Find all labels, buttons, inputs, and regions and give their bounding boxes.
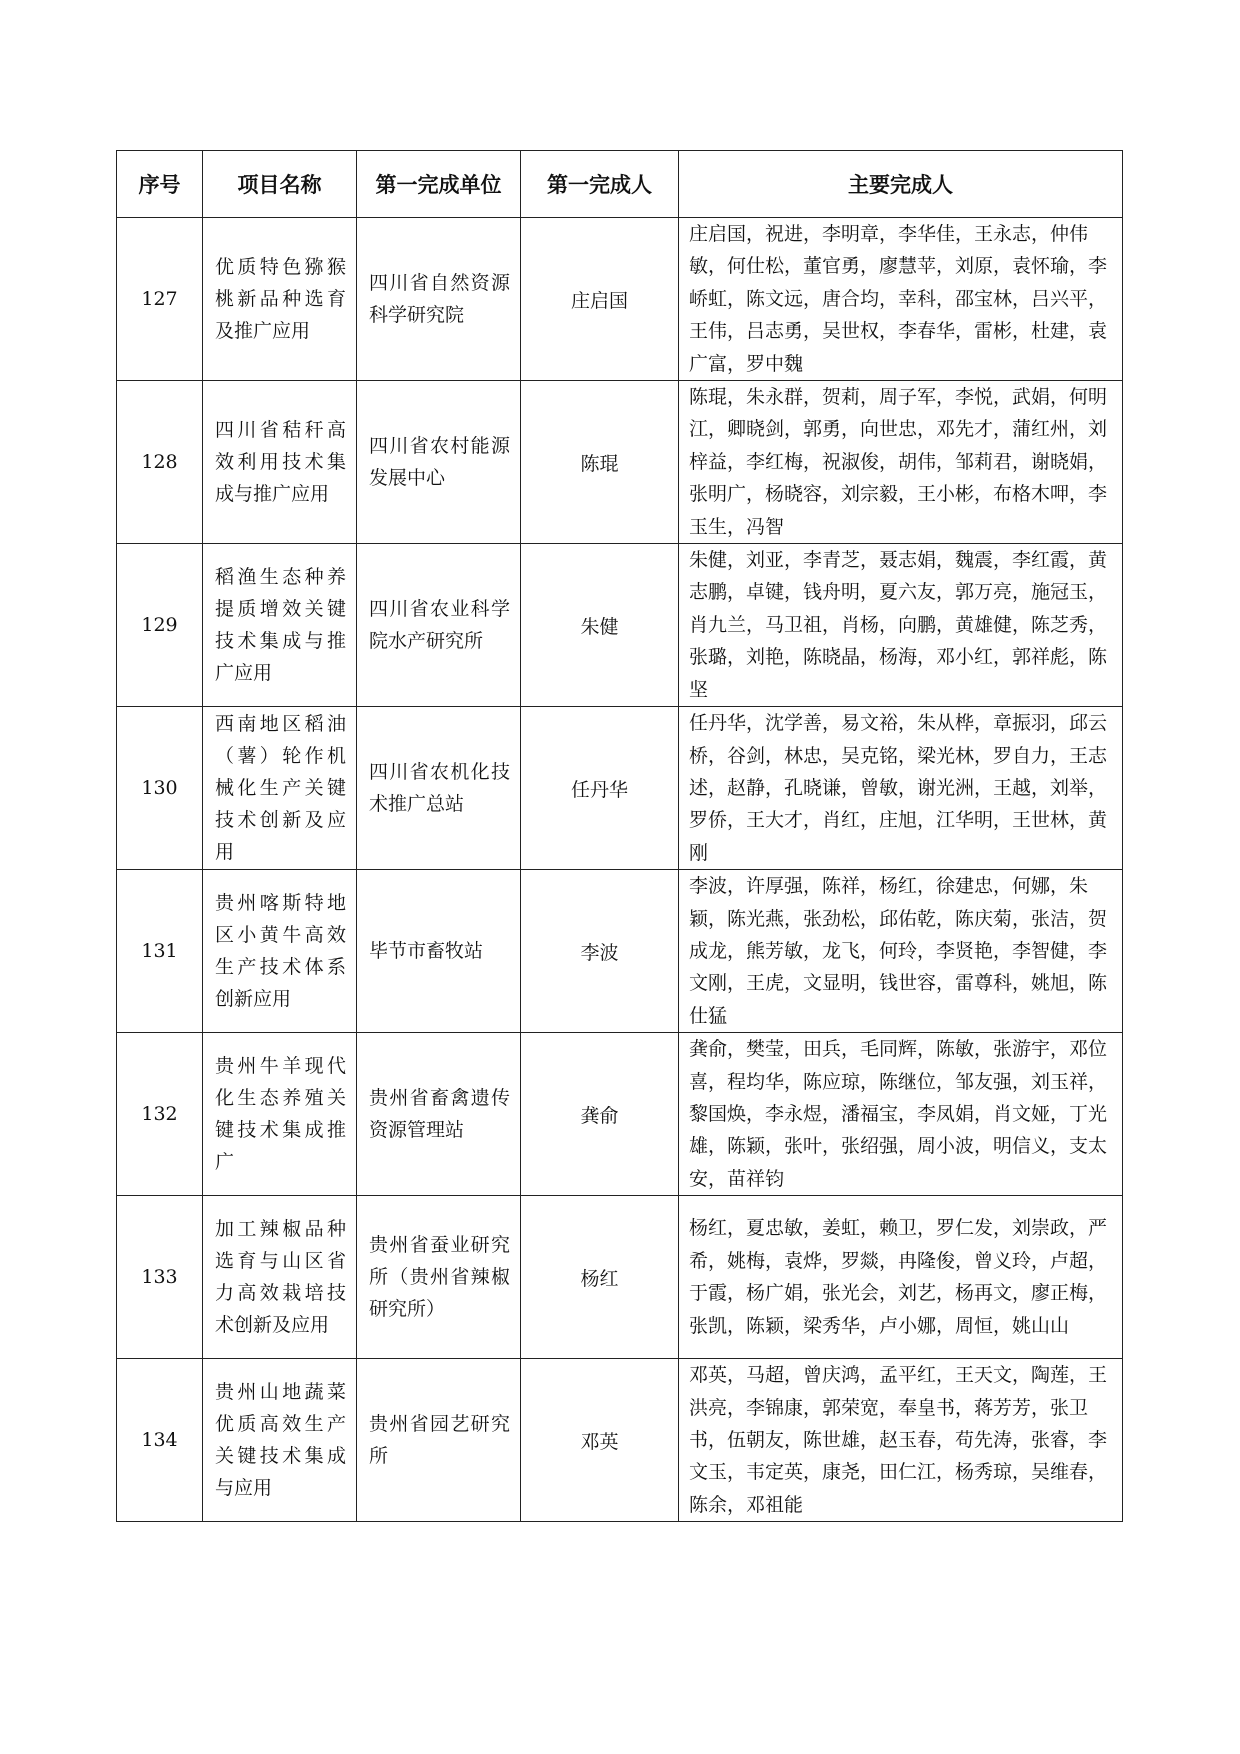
table-row <box>117 544 1123 707</box>
header-project-name: 项目名称 <box>203 151 357 218</box>
first-person-cell: 李波 <box>521 870 679 1033</box>
members-cell: 朱健，刘亚，李青芝，聂志娟，魏震，李红霞，黄志鹏，卓键，钱舟明，夏六友，郭万亮，施冠玉，肖九兰，马卫祖，肖杨，向鹏，黄雄健，陈芝秀，张璐，刘艳，陈晓晶，杨海，邓小红，郭祥彪，陈坚 <box>679 544 1123 707</box>
table-row <box>117 1196 1123 1359</box>
project-name-cell: 贵州牛羊现代化生态养殖关键技术集成推广 <box>203 1033 357 1196</box>
serial-cell: 133 <box>117 1196 203 1359</box>
project-name-cell: 贵州喀斯特地区小黄牛高效生产技术体系创新应用 <box>203 870 357 1033</box>
members-cell: 李波，许厚强，陈祥，杨红，徐建忠，何娜，朱颖，陈光燕，张劲松，邱佑乾，陈庆菊，张洁，贺成龙，熊芳敏，龙飞，何玲，李贤艳，李智健，李文刚，王虎，文显明，钱世容，雷尊科，姚旭，陈仕猛 <box>679 870 1123 1033</box>
serial-cell: 128 <box>117 381 203 544</box>
first-unit-cell: 毕节市畜牧站 <box>357 870 521 1033</box>
project-name-cell: 稻渔生态种养提质增效关键技术集成与推广应用 <box>203 544 357 707</box>
table-row <box>117 1033 1123 1196</box>
members-cell: 庄启国，祝进，李明章，李华佳，王永志，仲伟敏，何仕松，董官勇，廖慧苹，刘原，袁怀瑜，李峤虹，陈文远，唐合均，幸科，邵宝林，吕兴平，王伟，吕志勇，吴世权，李春华，雷彬，杜建，袁广富，罗中魏 <box>679 218 1123 381</box>
project-name-cell: 西南地区稻油（薯）轮作机械化生产关键技术创新及应用 <box>203 707 357 870</box>
table-header <box>117 151 1123 218</box>
first-unit-cell: 四川省农机化技术推广总站 <box>357 707 521 870</box>
serial-cell: 127 <box>117 218 203 381</box>
first-unit-cell: 贵州省畜禽遗传资源管理站 <box>357 1033 521 1196</box>
project-name-cell: 贵州山地蔬菜优质高效生产关键技术集成与应用 <box>203 1359 357 1522</box>
first-person-cell: 任丹华 <box>521 707 679 870</box>
first-person-cell: 陈琨 <box>521 381 679 544</box>
table-body <box>117 218 1123 1522</box>
serial-cell: 130 <box>117 707 203 870</box>
first-unit-cell: 四川省农业科学院水产研究所 <box>357 544 521 707</box>
table-row <box>117 707 1123 870</box>
first-person-cell: 邓英 <box>521 1359 679 1522</box>
table-row <box>117 218 1123 381</box>
serial-cell: 134 <box>117 1359 203 1522</box>
table-row <box>117 1359 1123 1522</box>
table-row <box>117 870 1123 1033</box>
header-main-members: 主要完成人 <box>679 151 1123 218</box>
serial-cell: 132 <box>117 1033 203 1196</box>
members-cell: 杨红，夏忠敏，姜虹，赖卫，罗仁发，刘崇政，严希，姚梅，袁烨，罗燚，冉隆俊，曾义玲，卢超，于霞，杨广娟，张光会，刘艺，杨再文，廖正梅，张凯，陈颖，梁秀华，卢小娜，周恒，姚山山 <box>679 1196 1123 1359</box>
first-unit-cell: 四川省自然资源科学研究院 <box>357 218 521 381</box>
header-serial: 序号 <box>117 151 203 218</box>
first-unit-cell: 贵州省蚕业研究所（贵州省辣椒研究所） <box>357 1196 521 1359</box>
awards-table <box>116 150 1123 1522</box>
header-first-unit: 第一完成单位 <box>357 151 521 218</box>
first-person-cell: 庄启国 <box>521 218 679 381</box>
first-person-cell: 朱健 <box>521 544 679 707</box>
serial-cell: 129 <box>117 544 203 707</box>
table-row <box>117 381 1123 544</box>
members-cell: 邓英，马超，曾庆鸿，孟平红，王天文，陶莲，王洪亮，李锦康，郭荣宽，奉皇书，蒋芳芳，张卫书，伍朝友，陈世雄，赵玉春，苟先涛，张睿，李文玉，韦定英，康尧，田仁江，杨秀琼，吴维春，陈余，邓祖能 <box>679 1359 1123 1522</box>
project-name-cell: 四川省秸秆高效利用技术集成与推广应用 <box>203 381 357 544</box>
members-cell: 龚俞，樊莹，田兵，毛同辉，陈敏，张游宇，邓位喜，程均华，陈应琼，陈继位，邹友强，刘玉祥，黎国焕，李永煜，潘福宝，李凤娟，肖文娅，丁光雄，陈颖，张叶，张绍强，周小波，明信义，支太安，苗祥钧 <box>679 1033 1123 1196</box>
serial-cell: 131 <box>117 870 203 1033</box>
project-name-cell: 优质特色猕猴桃新品种选育及推广应用 <box>203 218 357 381</box>
header-first-person: 第一完成人 <box>521 151 679 218</box>
first-unit-cell: 四川省农村能源发展中心 <box>357 381 521 544</box>
first-unit-cell: 贵州省园艺研究所 <box>357 1359 521 1522</box>
first-person-cell: 杨红 <box>521 1196 679 1359</box>
header-row <box>117 151 1123 218</box>
project-name-cell: 加工辣椒品种选育与山区省力高效栽培技术创新及应用 <box>203 1196 357 1359</box>
first-person-cell: 龚俞 <box>521 1033 679 1196</box>
members-cell: 任丹华，沈学善，易文裕，朱从桦，章振羽，邱云桥，谷剑，林忠，吴克铭，梁光林，罗自力，王志述，赵静，孔晓谦，曾敏，谢光洲，王越，刘举，罗侨，王大才，肖红，庄旭，江华明，王世林，黄刚 <box>679 707 1123 870</box>
members-cell: 陈琨，朱永群，贺莉，周子军，李悦，武娟，何明江，卿晓剑，郭勇，向世忠，邓先才，蒲红州，刘梓益，李红梅，祝淑俊，胡伟，邹莉君，谢晓娟，张明广，杨晓容，刘宗毅，王小彬，布格木呷，李玉生，冯智 <box>679 381 1123 544</box>
